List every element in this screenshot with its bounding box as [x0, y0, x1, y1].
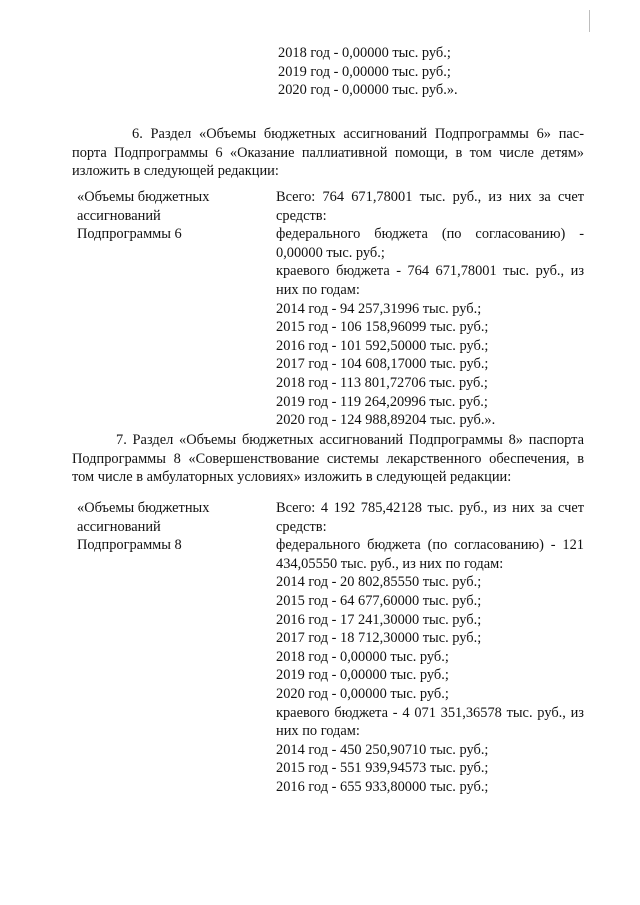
label-line: Подпрограммы 6	[77, 226, 182, 243]
year-line: 2019 год - 0,00000 тыс. руб.;	[276, 667, 449, 684]
year-line: 2016 год - 101 592,50000 тыс. руб.;	[276, 337, 489, 354]
year-line: 2017 год - 18 712,30000 тыс. руб.;	[276, 630, 482, 647]
body-line: краевого бюджета - 4 071 351,36578 тыс. руб., из	[276, 704, 584, 721]
label-line: ассигнований	[77, 518, 161, 535]
year-line: 2015 год - 106 158,96099 тыс. руб.;	[276, 319, 489, 336]
body-line: федерального бюджета (по согласованию) -	[276, 226, 584, 243]
year-line: 2018 год - 113 801,72706 тыс. руб.;	[276, 374, 488, 391]
section-7-paragraph	[72, 431, 584, 487]
budget-block-label	[77, 188, 267, 244]
year-line: 2014 год - 450 250,90710 тыс. руб.;	[276, 741, 489, 758]
paragraph-line: порта Подпрограммы 6 «Оказание паллиативной помощи, в том числе детям»	[72, 144, 584, 161]
budget-block-body	[276, 188, 584, 430]
body-line: федерального бюджета (по согласованию) - 121	[276, 537, 584, 554]
label-line: ассигнований	[77, 207, 161, 224]
body-line: средств:	[276, 207, 327, 224]
label-line: «Объемы бюджетных	[77, 189, 210, 205]
section-6-paragraph	[72, 125, 584, 181]
year-line: 2016 год - 655 933,80000 тыс. руб.;	[276, 778, 489, 795]
body-line: них по годам:	[276, 281, 360, 298]
paragraph-line: изложить в следующей редакции:	[72, 163, 279, 180]
year-line: 2020 год - 124 988,89204 тыс. руб.».	[276, 412, 496, 429]
body-line: краевого бюджета - 764 671,78001 тыс. руб., из	[276, 263, 584, 280]
year-line: 2017 год - 104 608,17000 тыс. руб.;	[276, 356, 489, 373]
year-line: 2018 год - 0,00000 тыс. руб.;	[278, 45, 451, 61]
body-line: Всего: 764 671,78001 тыс. руб., из них за счет	[276, 189, 584, 205]
year-line: 2020 год - 0,00000 тыс. руб.;	[276, 685, 449, 702]
body-line: 0,00000 тыс. руб.;	[276, 244, 385, 261]
year-line: 2019 год - 119 264,20996 тыс. руб.;	[276, 393, 488, 410]
label-line: «Объемы бюджетных	[77, 500, 210, 516]
year-line: 2015 год - 551 939,94573 тыс. руб.;	[276, 760, 489, 777]
budget-block-label	[77, 499, 267, 555]
body-line: 434,05550 тыс. руб., из них по годам:	[276, 555, 504, 572]
label-line: Подпрограммы 8	[77, 537, 182, 554]
body-line: средств:	[276, 518, 327, 535]
year-line: 2020 год - 0,00000 тыс. руб.».	[278, 82, 458, 99]
body-line: них по годам:	[276, 723, 360, 740]
paragraph-line: том числе в амбулаторных условиях» изложить в следующей редакции:	[72, 469, 512, 486]
year-line: 2014 год - 20 802,85550 тыс. руб.;	[276, 574, 482, 591]
body-line: Всего: 4 192 785,42128 тыс. руб., из них за счет	[276, 500, 584, 516]
paragraph-line: 7. Раздел «Объемы бюджетных ассигнований Подпрограммы 8» паспорта	[116, 432, 584, 448]
year-line: 2014 год - 94 257,31996 тыс. руб.;	[276, 300, 482, 317]
year-line: 2015 год - 64 677,60000 тыс. руб.;	[276, 592, 482, 609]
scan-edge-mark	[589, 10, 590, 32]
year-line: 2018 год - 0,00000 тыс. руб.;	[276, 648, 449, 665]
paragraph-line: Подпрограммы 8 «Совершенствование системы лекарственного обеспечения, в	[72, 450, 584, 467]
year-line: 2016 год - 17 241,30000 тыс. руб.;	[276, 611, 482, 628]
paragraph-line: 6. Раздел «Объемы бюджетных ассигнований Подпрограммы 6» пас-	[132, 126, 584, 142]
budget-block-body	[276, 499, 584, 797]
continued-year-list	[278, 44, 458, 100]
year-line: 2019 год - 0,00000 тыс. руб.;	[278, 63, 451, 80]
